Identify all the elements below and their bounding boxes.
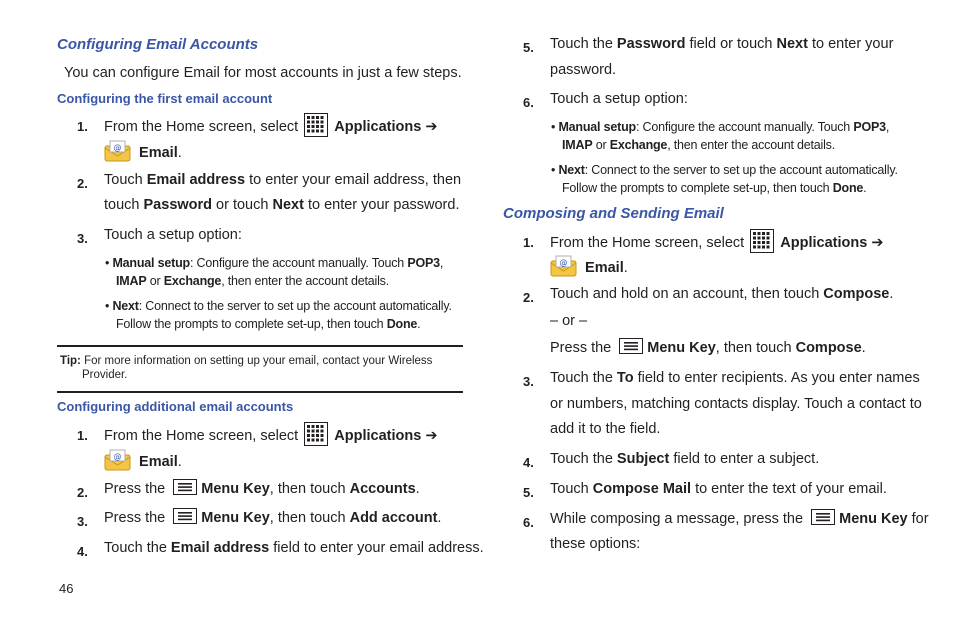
step-text-part: .	[177, 144, 182, 161]
step-text	[104, 172, 461, 188]
step-text-part: .	[177, 453, 182, 470]
step-number: 1.	[77, 428, 88, 443]
bullet-text: : Connect to the server to set up the account automatically.	[584, 163, 898, 177]
bold-term: IMAP	[116, 274, 147, 288]
section-first-account-title: Configuring the first email account	[57, 91, 273, 106]
step-number: 3.	[77, 231, 88, 246]
step-text-part: , then touch	[269, 481, 346, 497]
step-text-part: to enter your password.	[307, 197, 460, 213]
bullet-item-cont	[116, 317, 420, 331]
email-label: Email	[139, 144, 178, 161]
svg-text:@: @	[113, 143, 122, 152]
bullet-mark: •	[105, 299, 110, 313]
tip-text: Provider.	[82, 369, 128, 381]
step-number: 5.	[523, 485, 534, 500]
step-text	[104, 115, 437, 139]
step-text-part: or touch	[216, 197, 269, 213]
step-number: 4.	[523, 455, 534, 470]
bold-term: Manual setup	[558, 120, 636, 134]
bullet-text: , then enter the account details.	[667, 138, 836, 152]
bold-term: Manual setup	[112, 256, 190, 270]
step-text	[550, 370, 920, 386]
bold-term: Add account	[349, 510, 438, 526]
bold-term: Next	[776, 36, 808, 52]
email-label: Email	[585, 259, 624, 276]
email-envelope-icon	[104, 140, 131, 162]
step-text	[550, 36, 893, 52]
bullet-text: : Configure the account manually. Touch	[189, 256, 405, 270]
bold-term: Exchange	[609, 138, 668, 152]
bullet-text: : Configure the account manually. Touch	[635, 120, 851, 134]
bold-term: POP3	[853, 120, 886, 134]
step-text-part: Press the	[550, 340, 612, 356]
bold-term: Password	[143, 197, 213, 213]
bullet-text: ,	[439, 256, 444, 270]
applications-grid-icon	[304, 113, 328, 137]
bold-term: Password	[616, 36, 686, 52]
step-text	[104, 510, 441, 526]
step-text	[104, 481, 420, 497]
step-text-part: , then touch	[715, 340, 792, 356]
menu-key-icon	[619, 338, 643, 354]
applications-grid-icon	[304, 422, 328, 446]
bullet-item	[551, 120, 889, 134]
bold-term: IMAP	[562, 138, 593, 152]
step-text-part: Press the	[104, 481, 166, 497]
tip-top-rule	[57, 345, 463, 347]
bullet-mark: •	[551, 120, 556, 134]
bullet-item-cont	[562, 138, 835, 152]
step-text-part: to enter your email address, then	[249, 172, 462, 188]
menu-key-icon	[173, 508, 197, 524]
step-number: 6.	[523, 95, 534, 110]
step-text	[104, 142, 182, 164]
bold-term: Next	[558, 163, 585, 177]
bold-term: Compose	[823, 286, 890, 302]
step-text-part: .	[861, 340, 866, 356]
step-text	[550, 481, 887, 497]
tip-bottom-rule	[57, 391, 463, 393]
bold-term: Done	[386, 317, 418, 331]
bullet-mark: •	[105, 256, 110, 270]
step-text-part: Touch and hold on an account, then touch	[550, 286, 820, 302]
bullet-text: Follow the prompts to complete set-up, then touch	[116, 317, 384, 331]
step-text-part: for	[911, 511, 929, 527]
step-text: add it to the field.	[550, 421, 661, 437]
bullet-text: .	[417, 317, 421, 331]
step-text	[550, 451, 819, 467]
bold-term: Compose Mail	[592, 481, 692, 497]
bold-term: Accounts	[349, 481, 416, 497]
step-text-part: .	[415, 481, 420, 497]
step-text-part: Touch the	[550, 451, 613, 467]
bold-term: POP3	[407, 256, 440, 270]
bold-term: Next	[272, 197, 304, 213]
step-number: 2.	[523, 290, 534, 305]
bold-term: Menu Key	[647, 340, 716, 356]
bullet-item	[105, 256, 443, 270]
bullet-text: or	[595, 138, 607, 152]
menu-key-icon	[173, 479, 197, 495]
step-text: these options:	[550, 536, 641, 552]
applications-label: Applications ➔	[780, 234, 884, 251]
step-number: 3.	[523, 374, 534, 389]
step-text: password.	[550, 62, 617, 78]
step-text-part: field to enter your email address.	[273, 540, 484, 556]
section-additional-accounts-title: Configuring additional email accounts	[57, 399, 294, 414]
step-text-part: .	[889, 286, 894, 302]
step-text-part: Touch	[550, 481, 589, 497]
step-number: 1.	[523, 235, 534, 250]
step-text-part: field or touch	[689, 36, 773, 52]
step-text	[550, 231, 883, 255]
step-text-part: Touch the	[550, 370, 613, 386]
bullet-text: : Connect to the server to set up the account automatically.	[138, 299, 452, 313]
page-number: 46	[59, 581, 74, 596]
step-number: 5.	[523, 40, 534, 55]
bold-term: Subject	[616, 451, 670, 467]
bullet-text: ,	[885, 120, 890, 134]
step-text-part: field to enter recipients. As you enter names	[637, 370, 920, 386]
bullet-text: , then enter the account details.	[221, 274, 390, 288]
tip-label: Tip:	[60, 355, 81, 367]
step-text-part: touch	[104, 197, 140, 213]
or-separator: – or –	[550, 313, 588, 329]
step-number: 4.	[77, 544, 88, 559]
step-text	[550, 286, 893, 302]
step-text-part: , then touch	[269, 510, 346, 526]
bold-term: To	[616, 370, 634, 386]
bullet-item-cont	[116, 274, 389, 288]
email-envelope-icon	[550, 255, 577, 277]
menu-key-icon	[811, 509, 835, 525]
applications-label: Applications ➔	[334, 118, 438, 135]
step-text-part: to enter the text of your email.	[695, 481, 887, 497]
step-text	[104, 451, 182, 473]
step-text-part: From the Home screen, select	[550, 234, 745, 251]
bullet-text: or	[149, 274, 161, 288]
applications-grid-icon	[750, 229, 774, 253]
step-text	[104, 540, 484, 556]
bold-term: Menu Key	[201, 481, 270, 497]
step-text	[550, 511, 929, 527]
bullet-text: .	[863, 181, 867, 195]
email-label: Email	[139, 453, 178, 470]
bullet-text: Follow the prompts to complete set-up, then touch	[562, 181, 830, 195]
step-number: 6.	[523, 515, 534, 530]
section-compose-title: Composing and Sending Email	[503, 205, 724, 222]
step-text-part: Touch the	[104, 540, 167, 556]
applications-label: Applications ➔	[334, 427, 438, 444]
intro-text: You can configure Email for most accounts in just a few steps.	[64, 65, 462, 81]
bold-term: Exchange	[163, 274, 222, 288]
svg-text:@: @	[113, 452, 122, 461]
step-text: Touch a setup option:	[550, 91, 688, 107]
bold-term: Compose	[795, 340, 862, 356]
email-envelope-icon	[104, 449, 131, 471]
step-text-part: Touch	[104, 172, 143, 188]
bold-term: Next	[112, 299, 139, 313]
step-text	[104, 424, 437, 448]
tip-line	[60, 355, 432, 367]
bold-term: Menu Key	[839, 511, 908, 527]
step-text-part: From the Home screen, select	[104, 427, 299, 444]
step-text-part: Press the	[104, 510, 166, 526]
step-text-part: to enter your	[811, 36, 894, 52]
step-number: 2.	[77, 176, 88, 191]
step-text-part: .	[437, 510, 442, 526]
step-text-part: field to enter a subject.	[673, 451, 820, 467]
step-text-part: While composing a message, press the	[550, 511, 804, 527]
svg-text:@: @	[559, 258, 568, 267]
bullet-item	[105, 299, 452, 313]
step-text: or numbers, matching contacts display. Touch a contact to	[550, 396, 922, 412]
step-text-part: From the Home screen, select	[104, 118, 299, 135]
bullet-mark: •	[551, 163, 556, 177]
bullet-item	[551, 163, 898, 177]
step-text-part: .	[623, 259, 628, 276]
bullet-item-cont	[562, 181, 866, 195]
step-text	[104, 197, 459, 213]
tip-text: For more information on setting up your email, contact your Wireless	[84, 355, 433, 367]
bold-term: Email address	[146, 172, 246, 188]
step-text: Touch a setup option:	[104, 227, 242, 243]
bold-term: Done	[832, 181, 864, 195]
step-number: 3.	[77, 514, 88, 529]
step-text	[550, 340, 866, 356]
step-text-part: Touch the	[550, 36, 613, 52]
step-text	[550, 257, 628, 279]
bold-term: Email address	[170, 540, 270, 556]
step-number: 2.	[77, 485, 88, 500]
bold-term: Menu Key	[201, 510, 270, 526]
page-title: Configuring Email Accounts	[57, 36, 259, 53]
step-number: 1.	[77, 119, 88, 134]
